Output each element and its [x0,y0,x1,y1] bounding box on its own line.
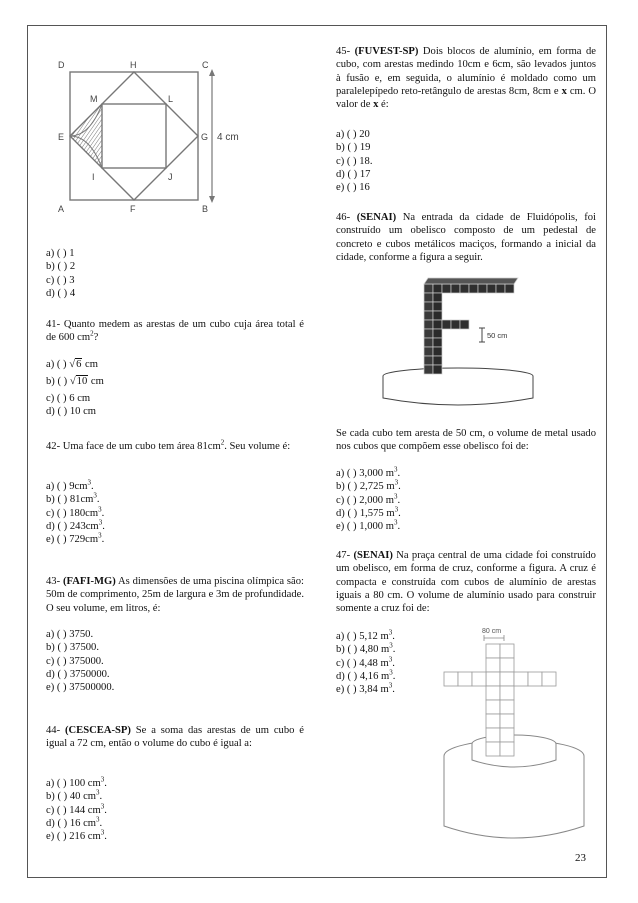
cube-face [451,284,460,293]
vertex-label-i: I [92,172,95,182]
q45-option[interactable]: d) ( ) 17 [336,168,371,180]
cube-face [458,672,472,686]
q44-option[interactable]: d) ( ) 16 $cm^3$. [46,815,103,829]
q41-statement: 41- Quanto medem as arestas de um cubo cuja área total é de 600 $cm^2$? [46,319,304,344]
dimension-label: 4 cm [217,132,239,143]
cube-face [496,284,505,293]
cube-face [486,644,500,658]
q47-option[interactable]: b) ( ) 4,80 $m^3$. [336,641,396,656]
square-geometry-figure [52,54,252,222]
cube-face [433,302,442,311]
cube-top-face [424,278,518,284]
q47-option[interactable]: d) ( ) 4,16 $m^3$. [336,668,396,682]
cube-face [433,311,442,320]
vertex-label-d: D [58,60,65,70]
q43-option[interactable]: a) ( ) 3750. [46,629,94,640]
cube-face [433,284,442,293]
vertex-label-j: J [168,172,173,182]
cube-face [433,329,442,338]
q43-option[interactable]: b) ( ) 37500. [46,642,99,654]
cube-face [433,320,442,329]
q44-options [46,777,304,843]
q43-statement: 43- (FAFI-MG) As dimensões de uma piscina olímpica são: 50m de comprimento, 25m de largura e 3m de profundidade. O seu volume, em litros, é: [46,576,304,614]
q47-option[interactable]: c) ( ) 4,48 $m^3$. [336,655,395,669]
cube-face [500,644,514,658]
q42-statement: 42- Uma face de um cubo tem área $81cm^2$. Seu volume é: [46,438,291,452]
cube-face [505,284,514,293]
q43-option[interactable]: c) ( ) 375000. [46,655,104,667]
cube-face [424,365,433,374]
q40-option[interactable]: c) ( ) 3 [46,274,75,286]
vertex-label-l: L [168,94,174,104]
cube-face [486,672,500,686]
q47-statement: 47- (SENAI) Na praça central de uma cidade foi construído um obelisco, em forma de cruz, conforme a figura. A cruz é compacta e construída com cubos de alumínio de arestas iguais a 80 cm. O volume de alumínio usado para construir somente a cruz foi de: [336,550,596,615]
q41-option[interactable]: c) ( ) 6 cm [46,393,91,404]
cube-face [424,329,433,338]
vertex-label-a: A [58,204,65,214]
q46-option[interactable]: c) ( ) 2,000 $m^3$. [336,492,401,506]
q41-option[interactable]: b) ( ) √10 cm [46,376,104,387]
q46-option[interactable]: a) ( ) 3,000 $m^3$. [336,465,401,479]
q41-option[interactable]: a) ( ) √6 cm [46,359,98,370]
q40-option[interactable]: d) ( ) 4 [46,287,76,299]
cube-face [424,293,433,302]
cube-face [500,658,514,672]
q40-option[interactable]: b) ( ) 2 [46,261,76,273]
q42-option[interactable]: d) ( ) $243cm^3$. [46,518,105,532]
cube-face [433,293,442,302]
q44-statement: 44- (CESCEA-SP) Se a soma das arestas de um cubo é igual a 72 cm, então o volume do cubo é igual a: [46,725,304,750]
q43-option[interactable]: e) ( ) 37500000. [46,682,115,694]
q46-statement: 46- (SENAI) Na entrada da cidade de Fluidópolis, foi construído um obelisco composto de um pedestal de concreto e cubos metálicos maciços, formando a inicial da cidade, conforme a figura a seguir. [336,212,596,263]
cube-face [433,347,442,356]
cube-face [472,672,486,686]
cube-face [514,672,528,686]
vertex-label-h: H [130,60,137,70]
q45-options [336,128,596,194]
cube-face [542,672,556,686]
cube-face [486,700,500,714]
cube-face [424,284,433,293]
cube-face [424,347,433,356]
q44-option[interactable]: e) ( ) 216 $cm^3$. [46,828,107,843]
cube-face [500,714,514,728]
cube-face [424,356,433,365]
cube-face [424,311,433,320]
q42-options [46,480,304,546]
cube-face [444,672,458,686]
vertex-label-b: B [202,204,209,214]
page-number: 23 [575,852,586,864]
vertex-label-c: C [202,60,209,70]
cube-face [433,365,442,374]
q45-option[interactable]: e) ( ) 16 [336,182,370,194]
cube-face [486,686,500,700]
q47-option[interactable]: a) ( ) 5,12 $m^3$. [336,628,395,642]
vertex-label-f: F [130,204,136,214]
vertex-label-e: E [58,132,65,142]
q41-option[interactable]: d) ( ) 10 cm [46,406,97,418]
cube-face [500,700,514,714]
q45-option[interactable]: a) ( ) 20 [336,129,370,140]
cube-face [424,302,433,311]
vertex-label-g: G [201,132,209,142]
cube-face [442,320,451,329]
cube-face [460,284,469,293]
cube-edge-label: 50 cm [487,331,508,340]
cross-obelisk-figure [432,626,596,848]
cube-face [528,672,542,686]
cube-face [433,356,442,365]
cube-face [500,728,514,742]
q44-option[interactable]: a) ( ) 100 $cm^3$. [46,775,107,789]
cube-face [469,284,478,293]
q40-options [46,247,304,300]
cube-face [442,284,451,293]
q41-options [46,358,304,419]
cube-face [500,742,514,756]
vertex-label-m: M [90,94,98,104]
cube-face [460,320,469,329]
q46-option[interactable]: b) ( ) 2,725 $m^3$. [336,478,401,493]
cube-face [451,320,460,329]
cube-face [500,686,514,700]
q46-option[interactable]: e) ( ) 1,000 $m^3$. [336,518,401,533]
cube-face [433,338,442,347]
q45-statement: 45- (FUVEST-SP) Dois blocos de alumínio, em forma de cubo, com arestas medindo 10cm e 6cm, são levados juntos à fusão e, em seguida, o alumínio é moldado como um paralelepípedo reto-retângulo de arestas 8cm, 8cm e x cm. O valor de x é: [336,46,596,111]
cube-face [500,672,514,686]
q45-option[interactable]: b) ( ) 19 [336,142,371,154]
cube-face [478,284,487,293]
cube-edge-label: 80 cm [482,628,502,635]
q46-option[interactable]: d) ( ) 1,575 $m^3$. [336,505,401,519]
q42-option[interactable]: e) ( ) $729cm^3$. [46,531,105,546]
q46-question: Se cada cubo tem aresta de 50 cm, o volume de metal usado nos cubos que compõem esse obelisco foi de: [336,428,596,453]
cube-face [486,714,500,728]
q43-options [46,628,304,694]
cube-face [486,742,500,756]
q44-option[interactable]: b) ( ) 40 $cm^3$. [46,788,103,803]
cube-face [487,284,496,293]
q42-option[interactable]: a) ( ) $9cm^3$. [46,478,94,492]
q40-option[interactable]: a) ( ) 1 [46,248,75,259]
cube-face [424,320,433,329]
q42-option[interactable]: b) ( ) $81cm^3$. [46,491,100,506]
cube-face [486,728,500,742]
q46-options [336,467,596,533]
q42-option[interactable]: c) ( ) $180cm^3$. [46,505,105,519]
q47-option[interactable]: e) ( ) 3,84 $m^3$. [336,681,395,696]
cube-face [486,658,500,672]
q44-option[interactable]: c) ( ) 144 $cm^3$. [46,802,107,816]
q43-option[interactable]: d) ( ) 3750000. [46,668,110,680]
q47-options [336,630,436,696]
q45-option[interactable]: c) ( ) 18. [336,155,373,167]
cube-face [424,338,433,347]
obelisk-f-figure [372,272,572,412]
